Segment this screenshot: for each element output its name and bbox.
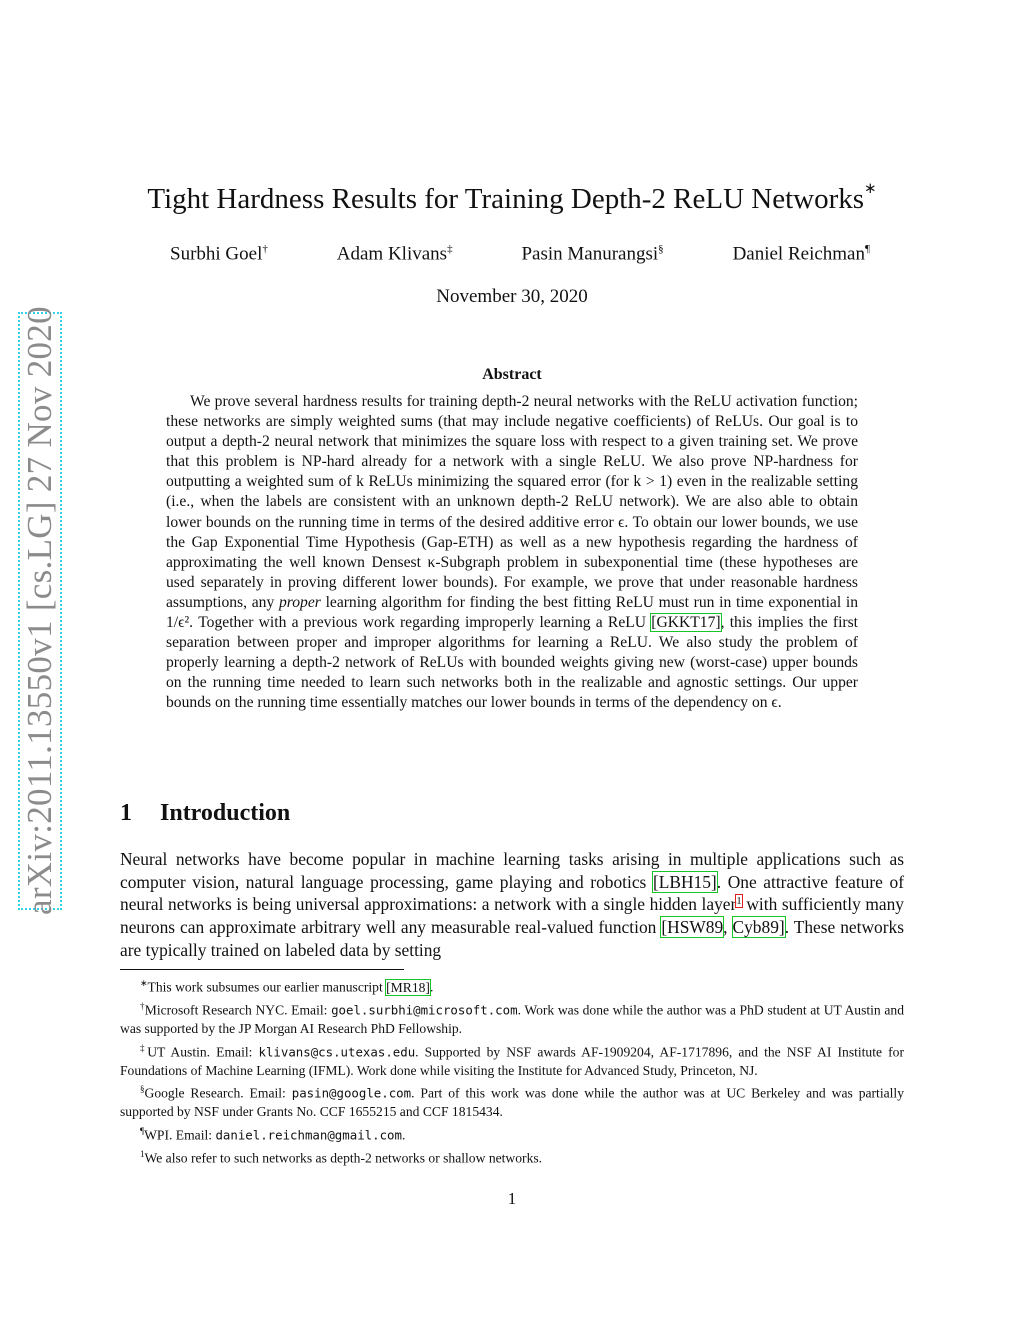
abstract-heading: Abstract [482, 366, 542, 383]
author-footnote-mark[interactable]: ¶ [865, 243, 870, 255]
footnote-text: . [429, 979, 434, 995]
citation-link[interactable]: [HSW89 [661, 917, 724, 938]
body-part: with sufficiently many neurons can approximate arbitrary well any measurable real-valued function [120, 894, 904, 938]
footnote [120, 1080, 904, 1122]
abstract-part: We prove several hardness results for training depth-2 neural networks with the ReLU activation function; these networks are simply weighted sums (that may include negative coefficients) of ReLUs. Our goal is to output a depth-2 neural network that minimizes the square loss with respect to a given training set. We prove that this problem is NP-hard already for a network with a single ReLU. We also prove NP-hardness for outputting a weighted sum of k ReLUs minimizing the squared error (for k > 1) even in the realizable setting (i.e., when the labels are consistent with an unknown depth-2 ReLU network). We are also able to obtain lower bounds on the running time in terms of the desired additive error ϵ. To obtain our lower bounds, we use the Gap Exponential Time Hypothesis (Gap-ETH) as well as a new hypothesis regarding the hardness of approximating the well known Densest κ-Subgraph problem in subexponential time (these hypotheses are used separately in proving different lower bounds). For example, we prove that under reasonable hardness assumptions, any [166, 393, 858, 611]
citation-link[interactable]: [GKKT17] [651, 614, 721, 632]
arxiv-identifier-link[interactable]: arXiv:2011.13550v1 [cs.LG] 27 Nov 2020 [18, 312, 62, 910]
section-number: 1 [120, 800, 132, 826]
body-part: Neural networks have become popular in machine learning tasks arising in multiple applications such as computer vision, natural language processing, game playing and robotics [120, 849, 904, 892]
body-part: . These networks are typically trained on labeled data by setting [120, 917, 904, 960]
citation-link[interactable]: [LBH15] [652, 871, 717, 892]
page-number: 1 [507, 1189, 517, 1208]
footnote-text: WPI. Email: [144, 1127, 213, 1143]
footnote-mark: ∗ [140, 978, 148, 988]
email-link[interactable]: pasin@google.com [291, 1085, 412, 1101]
paper-date: November 30, 2020 [436, 286, 588, 307]
email-link[interactable]: klivans@cs.utexas.edu [258, 1044, 416, 1060]
footnote-text: Google Research. Email: [144, 1085, 286, 1101]
abstract-emphasis: proper [278, 593, 321, 611]
introduction-paragraph [120, 848, 904, 962]
footnote-text: . Supported by NSF awards AF-1909204, AF-1717896, and the NSF AI Institute for Foundations of Machine Learning (IFML). Work done while visiting the Institute for Advanced Study, Princeton, NJ. [120, 1044, 904, 1078]
footnote-mark: † [140, 1001, 145, 1012]
author [337, 243, 453, 271]
footnote-mark: 1 [140, 1148, 145, 1159]
body-part: . One attractive feature of neural networks is being universal approximations: a network with a single hidden layer [120, 871, 904, 915]
abstract-text [166, 392, 858, 714]
email-link[interactable]: daniel.reichman@gmail.com [215, 1127, 402, 1143]
footnote-mark: § [140, 1084, 145, 1095]
footnote-divider [120, 969, 404, 970]
footnote [120, 1039, 904, 1081]
footnote-text: Microsoft Research NYC. Email: [144, 1002, 328, 1018]
author-list [170, 243, 870, 271]
section-title: Introduction [160, 800, 291, 826]
author-name: Surbhi Goel [170, 243, 263, 265]
footnote-text: . [401, 1127, 406, 1143]
author-name: Pasin Manurangsi [521, 243, 659, 265]
footnote [120, 997, 904, 1039]
footnote-text: UT Austin. Email: [147, 1044, 253, 1060]
footnote-text: . Work was done while the author was a PhD student at UT Austin and was supported by the JP Morgan AI Research PhD Fellowship. [120, 1002, 904, 1037]
footnote-mark: ¶ [140, 1125, 145, 1136]
footnote-link[interactable]: 1 [736, 894, 742, 907]
email-link[interactable]: goel.surbhi@microsoft.com [331, 1002, 518, 1018]
footnote-text: This work subsumes our earlier manuscript [147, 979, 383, 995]
footnotes [120, 974, 904, 1168]
author-footnote-mark[interactable]: ‡ [447, 243, 453, 255]
footnote-mark: ‡ [140, 1042, 148, 1053]
author [170, 243, 268, 271]
author-name: Daniel Reichman [732, 243, 865, 265]
title-footnote-mark[interactable]: ∗ [864, 181, 877, 198]
author-name: Adam Klivans [336, 243, 448, 265]
footnote [120, 974, 904, 997]
citation-link[interactable]: Cyb89] [732, 917, 785, 938]
abstract-part: , this implies the first separation between proper and improper algorithms for learning a ReLU. We also study the problem of properly learning a depth-2 network of ReLUs with bounded weights giving new (worst-case) upper bounds on the running time needed to learn such networks both in the realizable and agnostic settings. Our upper bounds on the running time essentially matches our lower bounds in terms of the dependency on ϵ. [166, 614, 859, 712]
section-heading [120, 800, 904, 827]
author-footnote-mark[interactable]: § [658, 243, 664, 255]
footnote-text: We also refer to such networks as depth-2 networks or shallow networks. [144, 1150, 543, 1166]
title-text: Tight Hardness Results for Training Depth-2 ReLU Networks [147, 183, 865, 215]
citation-link[interactable]: [MR18] [386, 979, 430, 995]
footnote [120, 1122, 904, 1145]
author-footnote-mark[interactable]: † [262, 243, 268, 255]
citation-separator: , [723, 917, 733, 938]
paper-title [0, 183, 1024, 216]
footnote-text: . Part of this work was done while the author was at UC Berkeley and was partially supported by NSF under Grants No. CCF 1655215 and CCF 1815434. [120, 1085, 904, 1120]
footnote [120, 1145, 904, 1168]
author [521, 243, 663, 271]
abstract-part: learning algorithm for finding the best fitting ReLU must run in time exponential in 1/ϵ². Together with a previous work regarding improperly learning a ReLU [166, 593, 859, 632]
author [733, 243, 870, 271]
